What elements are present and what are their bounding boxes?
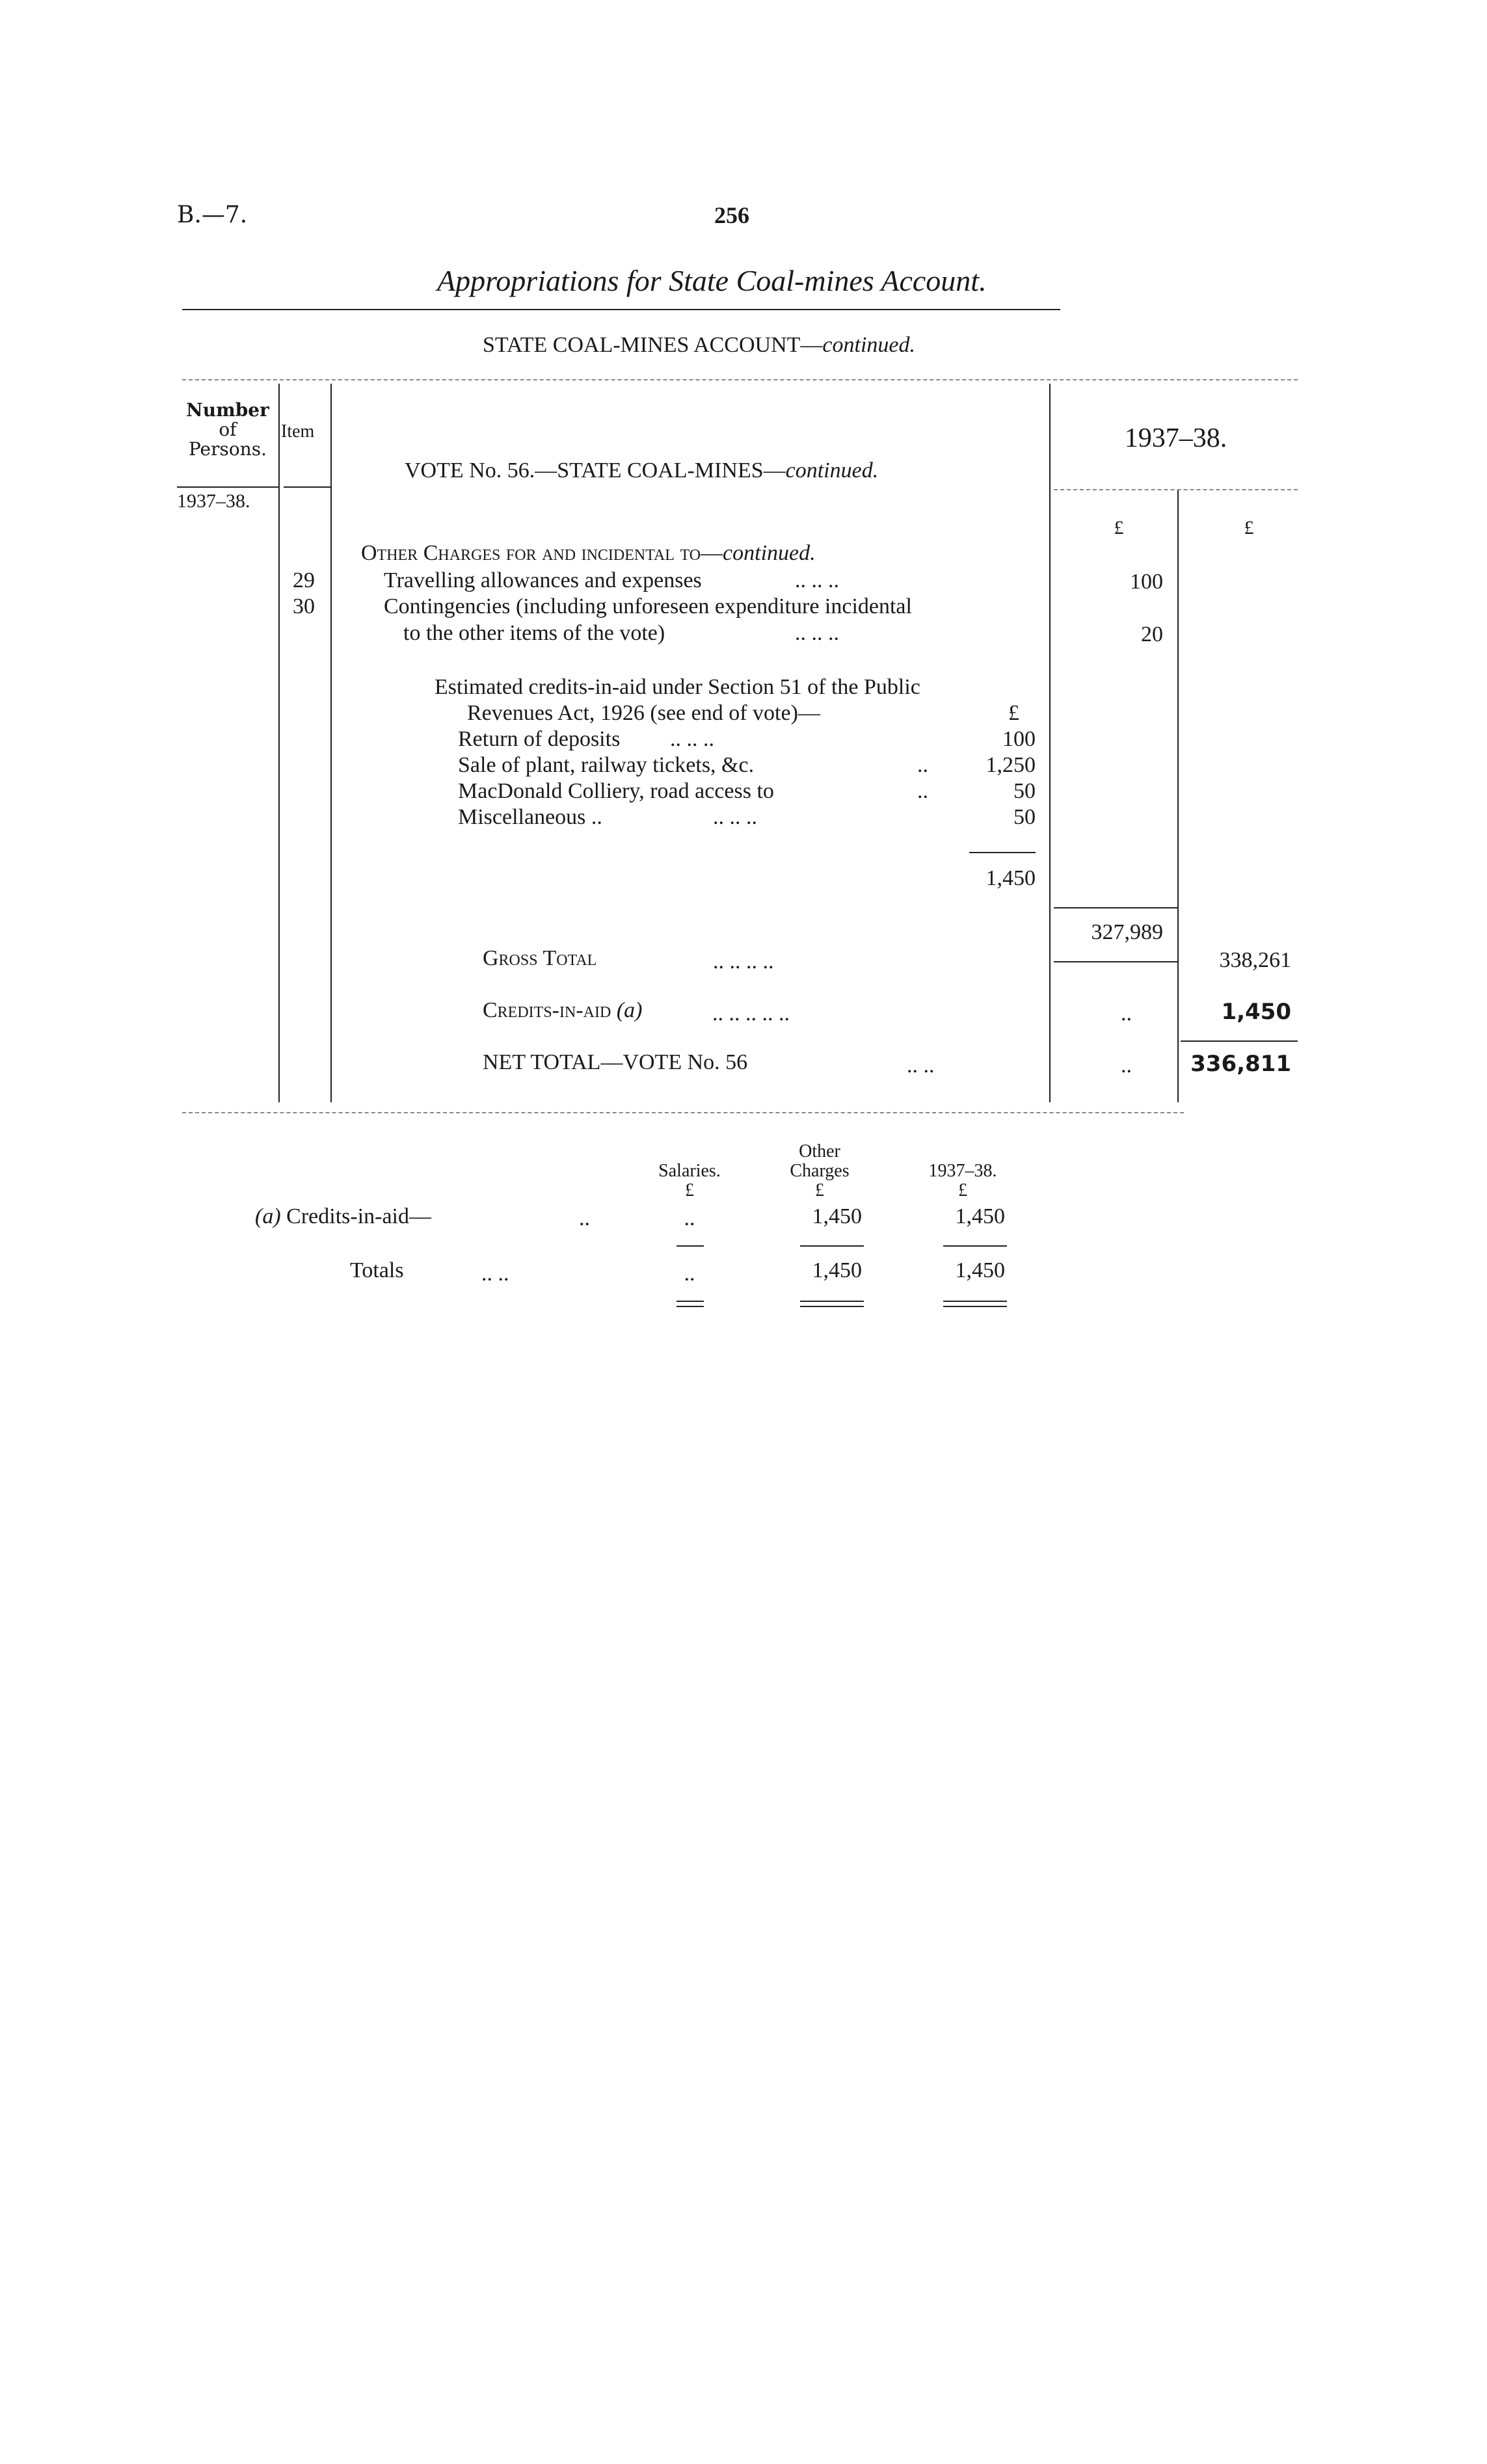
persons-column-header	[177, 401, 278, 459]
page-number: 256	[714, 202, 749, 228]
persons-column-rule	[278, 384, 280, 1102]
credits-total: 1,450	[985, 866, 1036, 890]
title-rule	[182, 309, 1060, 310]
persons-header-line1: Number	[186, 399, 269, 421]
gross-total-value: 338,261	[1219, 948, 1291, 972]
summary-header-year: 1937–38.	[928, 1161, 997, 1181]
amount-column-rule	[1049, 384, 1051, 1102]
item-header-rule	[284, 486, 330, 488]
summary-other-double-rule-top	[800, 1301, 864, 1302]
account-heading	[483, 333, 915, 358]
summary-header-year-currency: £	[958, 1180, 967, 1200]
summary-credits-leaders: ..	[579, 1206, 590, 1230]
summary-totals-salaries: ..	[684, 1262, 695, 1286]
summary-header-other-line2: Charges	[790, 1161, 850, 1181]
summary-credits-text: Credits-in-aid—	[286, 1204, 431, 1228]
credit-row-amount: 50	[1013, 805, 1036, 829]
vote-heading-main: VOTE No. 56.—STATE COAL-MINES—	[405, 458, 786, 483]
credits-in-aid-label: Credits-in-aid	[483, 998, 611, 1022]
item-30-text: Contingencies (including unforeseen expenditure incidental	[384, 594, 912, 618]
summary-totals-leaders: .. ..	[481, 1262, 509, 1286]
credits-in-aid-value: 1,450	[1221, 999, 1291, 1025]
credit-row-label: Miscellaneous ..	[458, 805, 602, 829]
table-bottom-rule	[182, 1112, 1184, 1113]
summary-salaries-rule	[677, 1245, 704, 1247]
section-heading	[361, 541, 816, 566]
persons-header-line2: of	[219, 419, 237, 440]
credit-row-leaders: ..	[917, 779, 928, 803]
account-heading-suffix: continued.	[822, 333, 915, 357]
vote-heading	[405, 458, 878, 483]
summary-year-double-rule-bottom	[943, 1306, 1007, 1307]
summary-header-other-currency: £	[815, 1180, 824, 1200]
summary-year-rule	[943, 1245, 1007, 1247]
credits-currency: £	[1008, 701, 1019, 725]
summary-credits-other: 1,450	[812, 1204, 862, 1228]
item-column-header: Item	[281, 421, 315, 442]
summary-totals-year: 1,450	[955, 1258, 1005, 1282]
persons-header-rule	[177, 486, 278, 488]
summary-totals-other: 1,450	[812, 1258, 862, 1282]
summary-header-salaries-currency: £	[685, 1180, 694, 1200]
credits-in-aid-leaders: .. .. .. .. ..	[712, 1001, 790, 1026]
page-reference: B.—7.	[177, 202, 248, 228]
subtotal-rule	[1054, 907, 1177, 908]
vote-heading-suffix: continued.	[785, 458, 879, 483]
item-column-rule	[330, 384, 332, 1102]
credit-row-label: MacDonald Colliery, road access to	[458, 779, 774, 803]
net-total-dots: ..	[1121, 1053, 1132, 1078]
item-29-text: Travelling allowances and expenses	[384, 568, 702, 592]
gross-rule	[1054, 961, 1177, 962]
summary-year-double-rule-top	[943, 1301, 1007, 1302]
summary-header-other-line1: Other	[799, 1141, 840, 1161]
credit-row-leaders: .. .. ..	[713, 805, 757, 829]
currency-header-total: £	[1244, 517, 1254, 538]
credit-row-label: Return of deposits	[458, 727, 621, 751]
summary-other-double-rule-bottom	[800, 1306, 864, 1307]
item-30-leaders: .. .. ..	[795, 621, 839, 645]
summary-header-salaries: Salaries.	[658, 1161, 721, 1181]
credit-row-amount: 50	[1013, 779, 1036, 803]
credits-in-aid-row	[483, 998, 642, 1023]
net-total-label: NET TOTAL—VOTE No. 56	[483, 1050, 748, 1074]
subtotal-amount: 327,989	[1091, 920, 1163, 944]
credit-row-amount: 1,250	[985, 753, 1036, 777]
persons-header-line3: Persons.	[188, 438, 267, 460]
summary-credits-salaries: ..	[684, 1206, 695, 1230]
credits-intro-line2: Revenues Act, 1926 (see end of vote)—	[467, 701, 820, 725]
net-total-value: 336,811	[1190, 1051, 1291, 1077]
summary-salaries-double-rule-top	[677, 1301, 704, 1302]
credit-row-leaders: .. .. ..	[670, 727, 714, 751]
credits-total-rule	[969, 852, 1036, 853]
summary-other-rule	[800, 1245, 864, 1247]
account-heading-main: STATE COAL-MINES ACCOUNT—	[483, 333, 823, 357]
summary-totals-label: Totals	[350, 1258, 404, 1282]
item-30-amount: 20	[1141, 622, 1163, 646]
persons-year-label: 1937–38.	[177, 490, 250, 512]
item-29-leaders: .. .. ..	[795, 568, 839, 592]
summary-credits-ref: (a)	[255, 1204, 281, 1228]
gross-total-leaders: .. .. .. ..	[713, 949, 774, 974]
summary-credits-label	[255, 1204, 431, 1229]
section-heading-main: Other Charges for and incidental to—	[361, 541, 723, 565]
credits-intro-line1: Estimated credits-in-aid under Section 51 of the Public	[435, 675, 920, 699]
year-header-rule	[1054, 489, 1298, 490]
section-heading-suffix: continued.	[723, 541, 816, 565]
credits-in-aid-dots: ..	[1121, 1001, 1132, 1026]
total-column-rule	[1177, 489, 1179, 1102]
item-29-number: 29	[293, 568, 315, 592]
year-column-header: 1937–38.	[1124, 423, 1227, 453]
credits-rule	[1181, 1040, 1298, 1042]
credit-row-label: Sale of plant, railway tickets, &c.	[458, 753, 755, 777]
running-title: Appropriations for State Coal-mines Account.	[437, 264, 987, 297]
item-29-amount: 100	[1130, 570, 1163, 594]
credit-row-leaders: ..	[917, 753, 928, 777]
currency-header-amount: £	[1114, 517, 1124, 538]
item-30-text-continued: to the other items of the vote)	[403, 621, 665, 645]
credits-in-aid-ref: (a)	[616, 998, 643, 1022]
summary-credits-year: 1,450	[955, 1204, 1005, 1228]
table-top-rule	[182, 379, 1298, 380]
summary-salaries-double-rule-bottom	[677, 1306, 704, 1307]
item-30-number: 30	[293, 594, 315, 618]
gross-total-label: Gross Total	[483, 946, 597, 970]
net-total-leaders: .. ..	[907, 1053, 935, 1078]
credit-row-amount: 100	[1002, 727, 1036, 751]
